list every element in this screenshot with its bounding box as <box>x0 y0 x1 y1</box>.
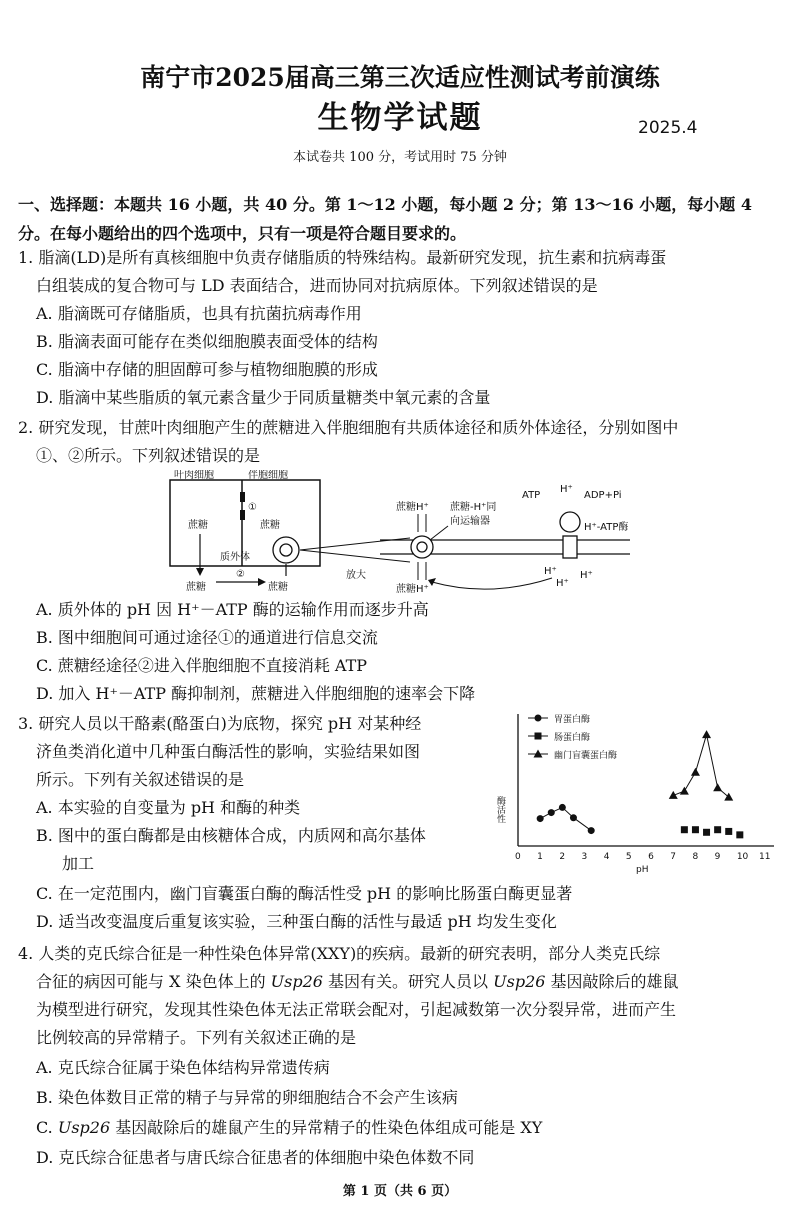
legend-marker <box>535 733 542 740</box>
label-sucrose-h-top: 蔗糖H⁺ <box>396 502 429 513</box>
q2-option-c: C. 蔗糖经途径②进入伴胞细胞不直接消耗 ATP <box>36 656 368 675</box>
data-point <box>680 787 689 795</box>
data-point <box>725 828 732 835</box>
transporter-circle <box>273 537 299 563</box>
atpase-stalk <box>563 536 577 558</box>
q2-stem-2: ①、②所示。下列叙述错误的是 <box>36 446 261 465</box>
q2-option-b: B. 图中细胞间可通过途径①的通道进行信息交流 <box>36 628 378 647</box>
data-point <box>736 831 743 838</box>
data-point <box>588 827 595 834</box>
label-mesophyll: 叶肉细胞 <box>174 470 214 481</box>
label-sucrose-enter: 蔗糖 <box>268 582 288 593</box>
label-apoplast: 质外体 <box>220 552 250 563</box>
plasmodesma <box>240 492 245 502</box>
q4-option-b: B. 染色体数目正常的精子与异常的卵细胞结合不会产生该病 <box>36 1088 458 1107</box>
label-adp: ADP+Pi <box>584 490 622 501</box>
series-line <box>540 807 591 830</box>
ph-enzyme-chart <box>494 706 784 876</box>
data-point <box>702 730 711 738</box>
x-tick-label: 1 <box>537 852 543 862</box>
label-hplus-2: H⁺ <box>556 578 569 589</box>
q4-stem-3: 为模型进行研究，发现其性染色体无法正常联会配对，引起减数第一次分裂异常，进而产生 <box>36 1000 677 1019</box>
q2-option-a: A. 质外体的 pH 因 H⁺－ATP 酶的运输作用而逐步升高 <box>36 600 429 619</box>
x-axis-label: pH <box>636 865 649 875</box>
q4-stem-2: 合征的病因可能与 X 染色体上的 Usp26 基因有关。研究人员以 Usp26 基因敲除后的雄鼠 <box>36 972 679 991</box>
data-point <box>691 768 700 776</box>
label-path2: ② <box>236 569 245 580</box>
q3-option-a: A. 本实验的自变量为 pH 和酶的种类 <box>36 798 301 817</box>
q4-option-c: C. Usp26 基因敲除后的雄鼠产生的异常精子的性染色体组成可能是 XY <box>36 1118 543 1137</box>
sucrose-transport-figure <box>160 470 640 598</box>
atpase-circle <box>560 512 580 532</box>
proton-return-arrow <box>432 578 552 589</box>
q3-stem-2: 济鱼类消化道中几种蛋白酶活性的影响，实验结果如图 <box>36 742 421 761</box>
label-hplus-top: H⁺ <box>560 484 573 495</box>
chart-marks <box>537 730 744 838</box>
x-tick-label: 10 <box>736 852 749 862</box>
q3-option-d: D. 适当改变温度后重复该实验，三种蛋白酶的活性与最适 pH 均发生变化 <box>36 912 557 931</box>
label-sucrose-left: 蔗糖 <box>188 520 208 531</box>
q4-option-d: D. 克氏综合征患者与唐氏综合征患者的体细胞中染色体数不同 <box>36 1148 475 1167</box>
chart-legend <box>528 713 617 761</box>
q3-stem-1: 3. 研究人员以干酪素(酪蛋白)为底物，探究 pH 对某种经 <box>18 714 422 733</box>
data-point <box>692 826 699 833</box>
q1-option-b: B. 脂滴表面可能存在类似细胞膜表面受体的结构 <box>36 332 378 351</box>
q1-option-c: C. 脂滴中存储的胆固醇可参与植物细胞膜的形成 <box>36 360 378 379</box>
x-ticks <box>515 852 770 862</box>
x-tick-label: 9 <box>714 852 721 862</box>
label-sucrose-right: 蔗糖 <box>260 520 280 531</box>
q4-option-a: A. 克氏综合征属于染色体结构异常遗传病 <box>36 1058 330 1077</box>
data-point <box>681 826 688 833</box>
legend-label: 肠蛋白酶 <box>554 733 591 743</box>
label-sucrose-h-bottom: 蔗糖H⁺ <box>396 584 429 595</box>
q3-stem-3: 所示。下列有关叙述错误的是 <box>36 770 245 789</box>
gene-name: Usp26 <box>57 1118 111 1137</box>
section-heading: 一、选择题：本题共 16 小题，共 40 分。第 1～12 小题，每小题 2 分；第 13～16 小题，每小题 4 分。在每小题给出的四个选项中，只有一项是符合题目要求的。 <box>18 195 753 243</box>
q3-option-c: C. 在一定范围内，幽门盲囊蛋白酶的酶活性受 pH 的影响比肠蛋白酶更显著 <box>36 884 573 903</box>
label-hplus-3: H⁺ <box>580 570 593 581</box>
legend-label: 胃蛋白酶 <box>554 715 591 725</box>
q2-option-d: D. 加入 H⁺－ATP 酶抑制剂，蔗糖进入伴胞细胞的速率会下降 <box>36 684 476 703</box>
plasmodesma <box>240 510 245 520</box>
label-magnify: 放大 <box>346 570 366 581</box>
label-atpase: H⁺-ATP酶 <box>584 522 629 533</box>
x-tick-label: 4 <box>603 852 610 862</box>
q1-stem-2: 白组装成的复合物可与 LD 表面结合，进而协同对抗病原体。下列叙述错误的是 <box>36 276 598 295</box>
symporter-circle <box>411 536 433 558</box>
label-path1: ① <box>248 502 257 513</box>
x-tick-label: 6 <box>648 852 654 862</box>
data-point <box>570 814 577 821</box>
label-hplus-1: H⁺ <box>544 566 557 577</box>
gene-name: Usp26 <box>270 972 323 991</box>
gene-name: Usp26 <box>493 972 546 991</box>
x-tick-label: 11 <box>759 852 771 862</box>
x-tick-label: 8 <box>692 852 699 862</box>
y-axis-label: 酶活性 <box>495 796 505 823</box>
q4-stem-4: 比例较高的异常精子。下列有关叙述正确的是 <box>36 1028 357 1047</box>
data-point <box>548 809 555 816</box>
legend-marker <box>535 715 542 722</box>
data-point <box>669 791 678 799</box>
x-tick-label: 2 <box>559 852 566 862</box>
x-tick-label: 3 <box>581 852 588 862</box>
label-companion: 伴胞细胞 <box>248 470 288 481</box>
label-atp: ATP <box>522 490 541 501</box>
transporter-core <box>280 544 292 556</box>
x-tick-label: 7 <box>670 852 677 862</box>
legend-label: 幽门盲囊蛋白酶 <box>554 751 618 761</box>
q2-stem-1: 2. 研究发现，甘蔗叶肉细胞产生的蔗糖进入伴胞细胞有共质体途径和质外体途径，分别如图中 <box>18 418 679 437</box>
label-symporter-1: 蔗糖-H⁺同 <box>450 502 497 513</box>
q4-stem-1: 4. 人类的克氏综合征是一种性染色体异常(XXY)的疾病。最新的研究表明，部分人类克氏综 <box>18 944 661 963</box>
q1-option-d: D. 脂滴中某些脂质的氧元素含量少于同质量糖类中氧元素的含量 <box>36 388 491 407</box>
exam-note: 本试卷共 100 分，考试用时 75 分钟 <box>293 150 507 165</box>
q1-option-a: A. 脂滴既可存储脂质，也具有抗菌抗病毒作用 <box>36 304 362 323</box>
label-symporter-2: 向运输器 <box>450 516 490 527</box>
data-point <box>713 783 722 791</box>
x-tick-label: 5 <box>625 852 632 862</box>
q1-stem-1: 1. 脂滴(LD)是所有真核细胞中负责存储脂质的特殊结构。最新研究发现，抗生素和抗病毒蛋 <box>18 248 667 267</box>
title-line2: 生物学试题 <box>317 100 483 136</box>
label-sucrose-bottom: 蔗糖 <box>186 582 206 593</box>
q3-option-b-1: B. 图中的蛋白酶都是由核糖体合成，内质网和高尔基体 <box>36 826 426 845</box>
title-line1: 南宁市2025届高三第三次适应性测试考前演练 <box>140 63 660 92</box>
data-point <box>714 826 721 833</box>
series-line <box>673 735 728 798</box>
q3-option-b-2: 加工 <box>62 854 95 873</box>
page-footer: 第 1 页（共 6 页） <box>342 1184 458 1199</box>
data-point <box>559 804 566 811</box>
data-point <box>703 829 710 836</box>
data-point <box>537 815 544 822</box>
exam-date: 2025.4 <box>638 118 698 138</box>
x-tick-label: 0 <box>515 852 521 862</box>
